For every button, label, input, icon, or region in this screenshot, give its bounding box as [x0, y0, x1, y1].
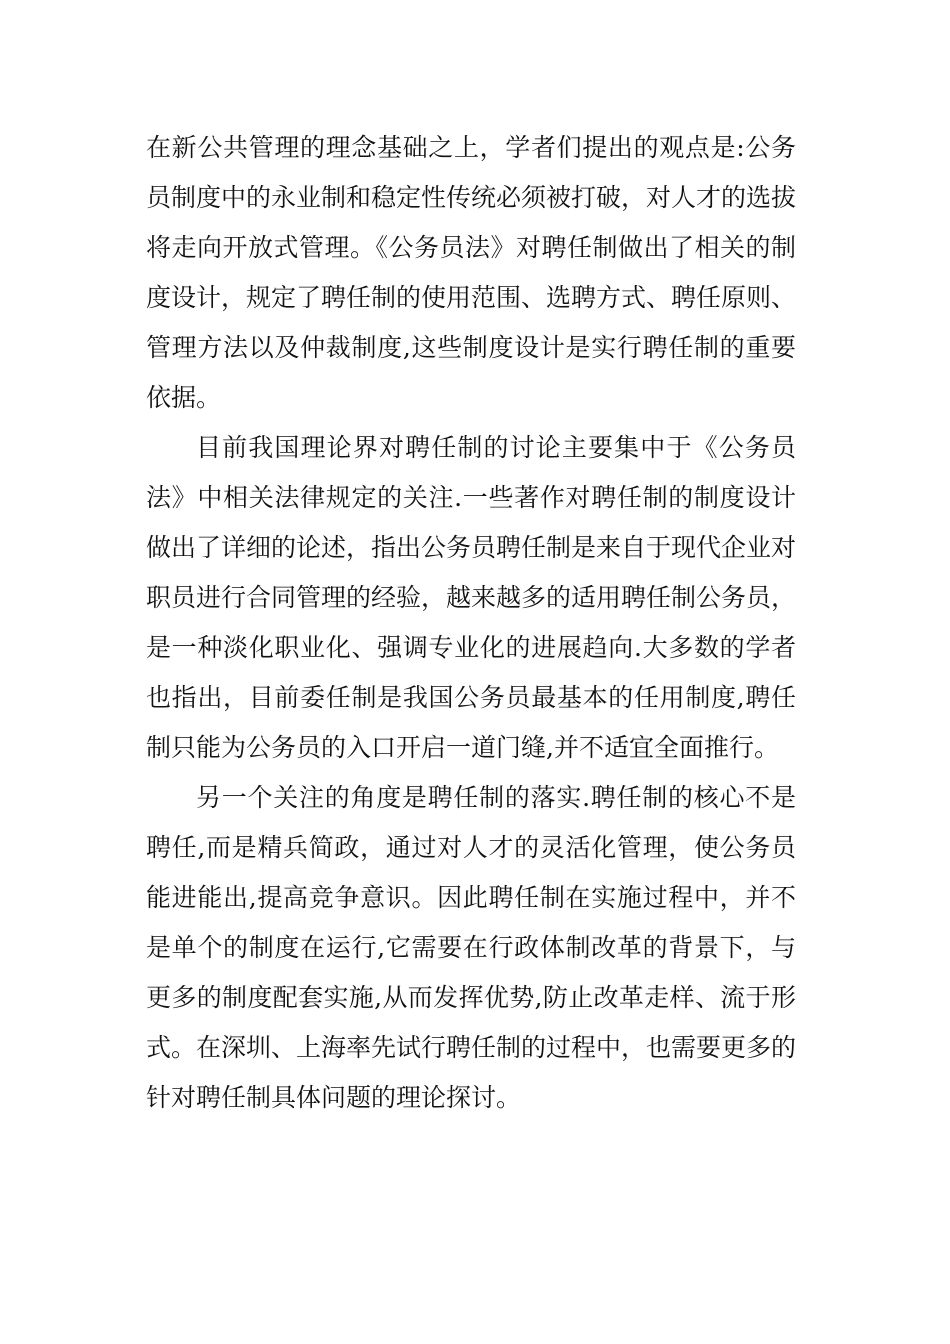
document-body	[146, 123, 796, 1123]
paragraph-1: 在新公共管理的理念基础之上，学者们提出的观点是:公务员制度中的永业制和稳定性传统必须被打破，对人才的选拔将走向开放式管理。《公务员法》对聘任制做出了相关的制度设计，规定了聘任制的使用范围、选聘方式、聘任原则、管理方法以及仲裁制度,这些制度设计是实行聘任制的重要依据。	[146, 133, 797, 412]
paragraph-3: 另一个关注的角度是聘任制的落实.聘任制的核心不是聘任,而是精兵简政，通过对人才的灵活化管理，使公务员能进能出,提高竞争意识。因此聘任制在实施过程中，并不是单个的制度在运行,它需要在行政体制改革的背景下，与更多的制度配套实施,从而发挥优势,防止改革走样、流于形式。在深圳、上海率先试行聘任制的过程中，也需要更多的针对聘任制具体问题的理论探讨。	[146, 783, 797, 1112]
paragraph-2: 目前我国理论界对聘任制的讨论主要集中于《公务员法》中相关法律规定的关注.一些著作对聘任制的制度设计做出了详细的论述，指出公务员聘任制是来自于现代企业对职员进行合同管理的经验，越来越多的适用聘任制公务员，是一种淡化职业化、强调专业化的进展趋向.大多数的学者也指出，目前委任制是我国公务员最基本的任用制度,聘任制只能为公务员的入口开启一道门缝,并不适宜全面推行。	[146, 433, 797, 762]
